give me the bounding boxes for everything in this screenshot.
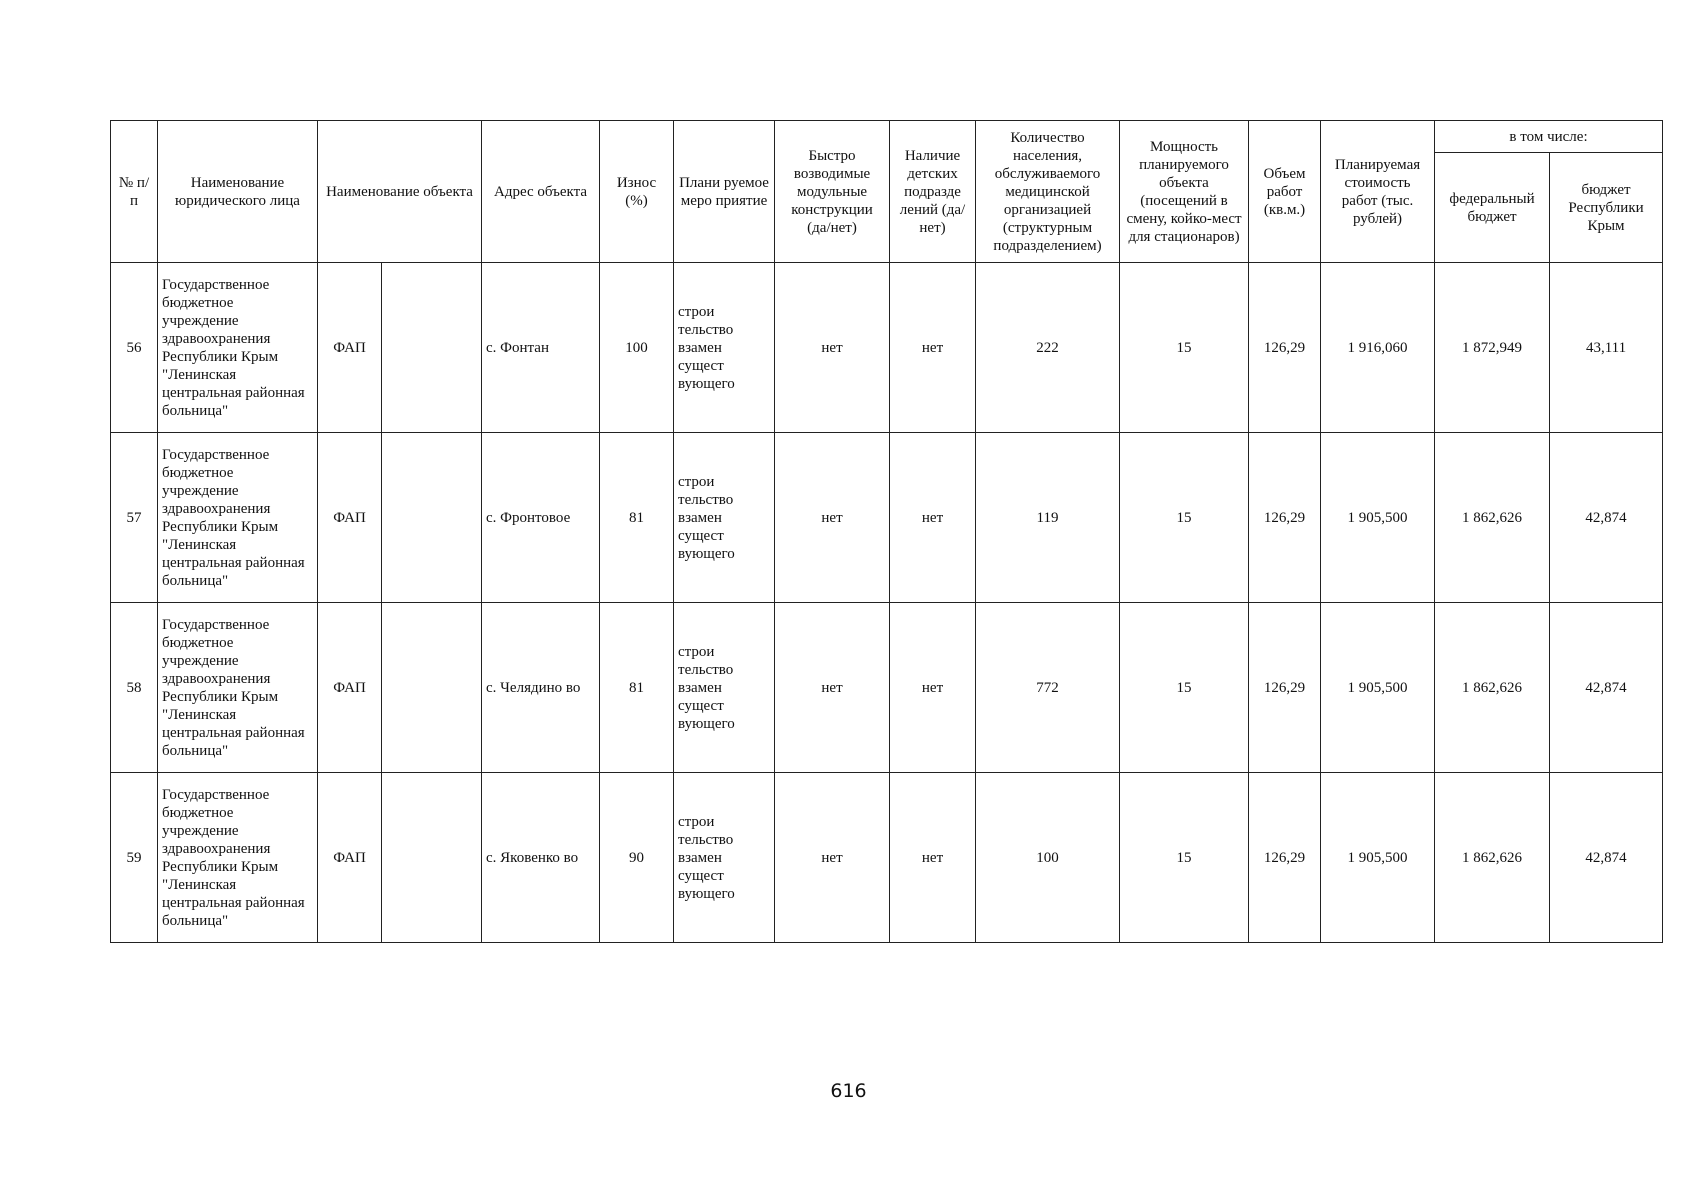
header-cost: Планируемая стоимость работ (тыс. рублей): [1321, 121, 1435, 263]
cell-object-extra: [382, 603, 482, 773]
table-row: [111, 773, 1663, 943]
table-row: [111, 263, 1663, 433]
header-federal: федеральный бюджет: [1435, 153, 1550, 263]
page-number: 616: [830, 1080, 867, 1102]
header-including: в том числе:: [1435, 121, 1663, 153]
cell-num: 59: [111, 773, 158, 943]
cell-child-units: нет: [890, 433, 976, 603]
cell-modular: нет: [775, 603, 890, 773]
cell-legal-entity: Государственное бюджетное учреждение здравоохранения Республики Крым "Ленинская центральная районная больница": [158, 263, 318, 433]
cell-population: 100: [976, 773, 1120, 943]
table-body: [111, 263, 1663, 943]
cell-num: 57: [111, 433, 158, 603]
table-row: [111, 603, 1663, 773]
cell-object-type: ФАП: [318, 433, 382, 603]
cell-measure: строи тельство взамен сущест вующего: [674, 433, 775, 603]
cell-modular: нет: [775, 433, 890, 603]
cell-capacity: 15: [1120, 773, 1249, 943]
cell-federal: 1 872,949: [1435, 263, 1550, 433]
cell-address: с. Фонтан: [482, 263, 600, 433]
cell-population: 222: [976, 263, 1120, 433]
cell-legal-entity: Государственное бюджетное учреждение здравоохранения Республики Крым "Ленинская центральная районная больница": [158, 773, 318, 943]
cell-volume: 126,29: [1249, 773, 1321, 943]
cell-crimea-budget: 42,874: [1550, 433, 1663, 603]
cell-volume: 126,29: [1249, 603, 1321, 773]
cell-population: 772: [976, 603, 1120, 773]
header-child-units: Наличие детских подразде лений (да/нет): [890, 121, 976, 263]
cell-crimea-budget: 42,874: [1550, 773, 1663, 943]
cell-measure: строи тельство взамен сущест вующего: [674, 773, 775, 943]
cell-wear: 81: [600, 603, 674, 773]
cell-address: с. Челядино во: [482, 603, 600, 773]
cell-address: с. Фронтовое: [482, 433, 600, 603]
cell-wear: 90: [600, 773, 674, 943]
cell-object-extra: [382, 433, 482, 603]
cell-legal-entity: Государственное бюджетное учреждение здравоохранения Республики Крым "Ленинская центральная районная больница": [158, 433, 318, 603]
cell-modular: нет: [775, 263, 890, 433]
header-wear: Износ (%): [600, 121, 674, 263]
cell-cost: 1 905,500: [1321, 433, 1435, 603]
cell-population: 119: [976, 433, 1120, 603]
cell-measure: строи тельство взамен сущест вующего: [674, 263, 775, 433]
cell-measure: строи тельство взамен сущест вующего: [674, 603, 775, 773]
cell-child-units: нет: [890, 603, 976, 773]
cell-federal: 1 862,626: [1435, 773, 1550, 943]
cell-capacity: 15: [1120, 433, 1249, 603]
cell-crimea-budget: 42,874: [1550, 603, 1663, 773]
header-capacity: Мощность планируемого объекта (посещений в смену, койко-мест для стационаров): [1120, 121, 1249, 263]
cell-num: 58: [111, 603, 158, 773]
header-num: № п/п: [111, 121, 158, 263]
cell-cost: 1 905,500: [1321, 603, 1435, 773]
cell-cost: 1 916,060: [1321, 263, 1435, 433]
cell-wear: 81: [600, 433, 674, 603]
cell-wear: 100: [600, 263, 674, 433]
header-measure: Плани руемое меро приятие: [674, 121, 775, 263]
cell-num: 56: [111, 263, 158, 433]
cell-address: с. Яковенко во: [482, 773, 600, 943]
cell-child-units: нет: [890, 773, 976, 943]
cell-capacity: 15: [1120, 603, 1249, 773]
cell-capacity: 15: [1120, 263, 1249, 433]
cell-modular: нет: [775, 773, 890, 943]
cell-child-units: нет: [890, 263, 976, 433]
table-row: [111, 433, 1663, 603]
cell-legal-entity: Государственное бюджетное учреждение здравоохранения Республики Крым "Ленинская центральная районная больница": [158, 603, 318, 773]
cell-object-type: ФАП: [318, 263, 382, 433]
cell-object-type: ФАП: [318, 773, 382, 943]
table-header: [111, 121, 1663, 263]
cell-cost: 1 905,500: [1321, 773, 1435, 943]
cell-volume: 126,29: [1249, 263, 1321, 433]
cell-crimea-budget: 43,111: [1550, 263, 1663, 433]
cell-object-extra: [382, 773, 482, 943]
header-modular: Быстро возводимые модульные конструкции (да/нет): [775, 121, 890, 263]
header-legal-entity: Наименование юридического лица: [158, 121, 318, 263]
facilities-table: [110, 120, 1663, 943]
cell-federal: 1 862,626: [1435, 433, 1550, 603]
header-volume: Объем работ (кв.м.): [1249, 121, 1321, 263]
cell-object-type: ФАП: [318, 603, 382, 773]
cell-federal: 1 862,626: [1435, 603, 1550, 773]
header-population: Количество населения, обслуживаемого медицинской организацией (структурным подразделением): [976, 121, 1120, 263]
cell-volume: 126,29: [1249, 433, 1321, 603]
header-crimea-budget: бюджет Республики Крым: [1550, 153, 1663, 263]
cell-object-extra: [382, 263, 482, 433]
header-object-name: Наименование объекта: [318, 121, 482, 263]
header-address: Адрес объекта: [482, 121, 600, 263]
